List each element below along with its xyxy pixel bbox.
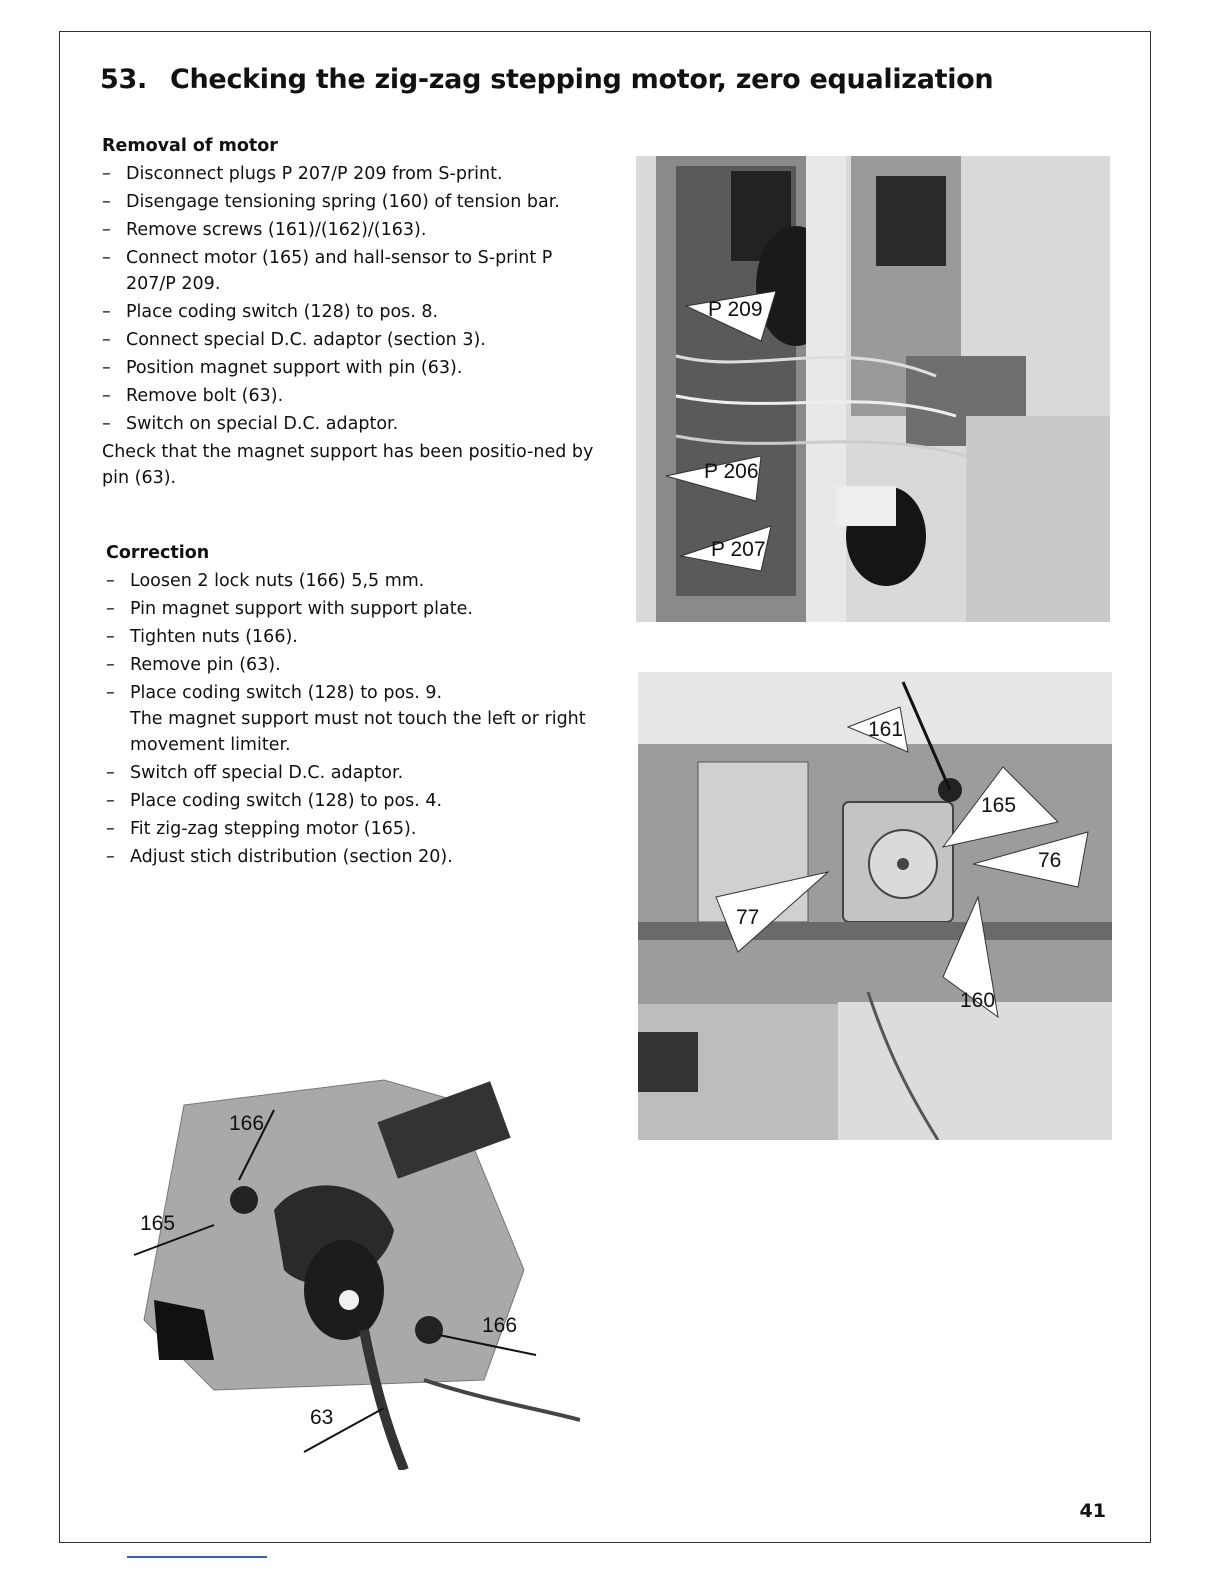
list-item-text: Place coding switch (128) to pos. 9. <box>130 683 443 703</box>
callout-p209: P 209 <box>708 298 763 321</box>
removal-note: Check that the magnet support has been positio-ned by pin (63). <box>102 442 594 488</box>
wiring-photo-drawing <box>636 156 1110 622</box>
correction-steps <box>106 568 606 870</box>
figure-motor-photo <box>638 672 1112 1140</box>
list-item-continuation: The magnet support must not touch the left or right movement limiter. <box>130 709 586 755</box>
motor-photo-drawing <box>638 672 1112 1140</box>
list-item: – Disconnect plugs P 207/P 209 from S-print. <box>102 161 602 187</box>
callout-166-bottom: 166 <box>482 1314 518 1337</box>
page-number: 41 <box>1079 1500 1106 1522</box>
footer-rule <box>127 1556 267 1558</box>
list-item: – Remove bolt (63). <box>102 383 602 409</box>
callout-165: 165 <box>981 794 1017 817</box>
list-item: – Pin magnet support with support plate. <box>106 596 606 622</box>
removal-steps <box>102 161 602 437</box>
list-item: – Tighten nuts (166). <box>106 624 606 650</box>
callout-63: 63 <box>310 1406 334 1429</box>
callout-165: 165 <box>140 1212 176 1235</box>
page-title <box>100 64 994 95</box>
magnet-support-photo-drawing <box>124 1060 580 1470</box>
correction-section <box>106 540 606 872</box>
callout-p206: P 206 <box>704 460 759 483</box>
list-item: – Switch off special D.C. adaptor. <box>106 760 606 786</box>
removal-heading: Removal of motor <box>102 136 278 156</box>
list-item: – Switch on special D.C. adaptor. <box>102 411 602 437</box>
list-item: – Remove pin (63). <box>106 652 606 678</box>
list-item: – Fit zig-zag stepping motor (165). <box>106 816 606 842</box>
figure-magnet-support-photo <box>124 1060 580 1470</box>
removal-section <box>102 133 602 491</box>
callout-161: 161 <box>868 718 904 741</box>
list-item <box>106 680 606 758</box>
callout-77: 77 <box>736 906 760 929</box>
list-item: – Place coding switch (128) to pos. 4. <box>106 788 606 814</box>
section-title: Checking the zig-zag stepping motor, zero equalization <box>170 64 994 95</box>
figure-wiring-photo <box>636 156 1110 622</box>
callout-166-top: 166 <box>229 1112 265 1135</box>
list-item: – Connect motor (165) and hall-sensor to S-print P 207/P 209. <box>102 245 602 297</box>
section-number: 53. <box>100 64 147 95</box>
list-item: – Connect special D.C. adaptor (section 3). <box>102 327 602 353</box>
callout-76: 76 <box>1038 849 1062 872</box>
list-item: – Adjust stich distribution (section 20). <box>106 844 606 870</box>
list-item: – Loosen 2 lock nuts (166) 5,5 mm. <box>106 568 606 594</box>
list-item: – Place coding switch (128) to pos. 8. <box>102 299 602 325</box>
correction-heading: Correction <box>106 543 210 563</box>
list-item: – Position magnet support with pin (63). <box>102 355 602 381</box>
list-item: – Remove screws (161)/(162)/(163). <box>102 217 602 243</box>
callout-160: 160 <box>960 989 996 1012</box>
list-item: – Disengage tensioning spring (160) of tension bar. <box>102 189 602 215</box>
callout-p207: P 207 <box>711 538 766 561</box>
